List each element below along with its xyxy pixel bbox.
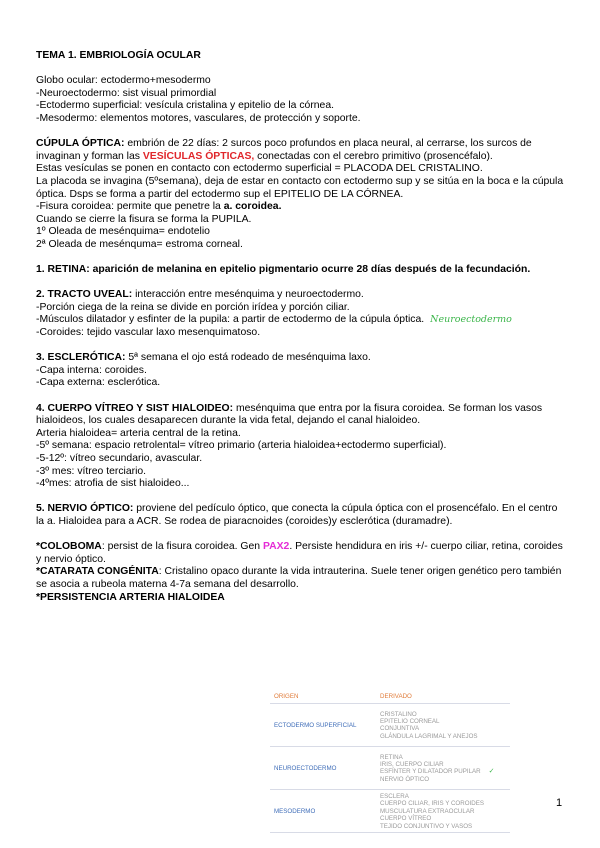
vitreo-line-2: -5º semana: espacio retrolental= vítreo primario (arteria hialoidea+ectodermo superficial). <box>36 440 447 452</box>
catarata-heading: *CATARATA CONGÉNITA <box>36 566 159 578</box>
cupula-heading: CÚPULA ÓPTICA: <box>36 138 125 150</box>
vitreo-line-1: Arteria hialoidea= arteria central de la retina. <box>36 427 241 439</box>
table-row <box>270 704 510 747</box>
derivado-item <box>380 768 506 775</box>
tracto-line-3: -Coroides: tejido vascular laxo mesenquimatoso. <box>36 327 261 339</box>
derivado-item: IRIS, CUERPO CILIAR <box>380 761 444 768</box>
coroidea-bold: a. coroidea. <box>223 201 282 213</box>
vitreo-line-4: -3º mes: vítreo terciario. <box>36 465 147 477</box>
cupula-text-end: conectadas con el cerebro primitivo (prosencéfalo). <box>254 150 493 162</box>
vitreo-text: mesénquima que entra por la fisura coroidea. Se forman los vasos hialoideos, los cuales desaparecen durante la vida fetal, dejando el canal hialoideo. <box>36 402 543 427</box>
derivado-cell <box>376 790 510 833</box>
tracto-text: interacción entre mesénquima y neuroectodermo. <box>132 289 364 301</box>
pax2-gene: PAX2 <box>262 541 290 553</box>
nervio-heading: 5. NERVIO ÓPTICO: <box>36 503 134 515</box>
document-body <box>36 50 566 604</box>
esclerotica-heading-line <box>36 352 566 365</box>
tracto-line-2 <box>36 314 566 327</box>
table-row <box>270 747 510 790</box>
nervio-paragraph <box>36 503 566 528</box>
derivado-item-text: ESFÍNTER Y DILATADOR PUPILAR <box>380 768 481 776</box>
cupula-line-6: 1º Oleada de mesénquima= endotelio <box>36 226 210 238</box>
handwritten-note: Neuroectodermo <box>430 314 512 326</box>
intro-line-4: -Mesodermo: elementos motores, vasculares, de protección y soporte. <box>36 112 361 124</box>
catarata-paragraph <box>36 566 566 591</box>
derivado-item: TEJIDO CONJUNTIVO Y VASOS <box>380 822 473 830</box>
table-header-row <box>270 690 510 704</box>
origen-cell: MESODERMO <box>270 790 376 833</box>
origen-cell: ECTODERMO SUPERFICIAL <box>270 704 376 747</box>
coloboma-text-b: . Persiste hendidura en iris +/- cuerpo ciliar, retina, coroides y nervio óptico. <box>36 541 563 565</box>
derivado-cell <box>376 704 510 747</box>
header-derivado: DERIVADO <box>376 690 510 704</box>
derivado-item: CONJUNTIVA <box>380 725 420 733</box>
esclerotica-line-2: -Capa externa: esclerótica. <box>36 377 161 389</box>
table-row <box>270 790 510 833</box>
coloboma-paragraph <box>36 541 566 566</box>
vitreo-heading-line <box>36 403 566 428</box>
cupula-text: embrión de 22 días: 2 surcos poco profundos en placa neural, al cerrarse, los surcos de invaginan y forman las <box>36 138 532 162</box>
derivado-item: ESCLERA <box>380 792 409 800</box>
cupula-line-7: 2ª Oleada de mesénquma= estroma corneal. <box>36 238 243 250</box>
header-origen: ORIGEN <box>270 690 376 704</box>
coloboma-heading: *COLOBOMA <box>36 541 102 553</box>
tracto-heading: 2. TRACTO UVEAL: <box>36 289 133 301</box>
esclerotica-line-1: -Capa interna: coroides. <box>36 364 147 376</box>
catarata-text: : Cristalino opaco durante la vida intrauterina. Suele tener origen genético pero también se asocia a rubeola materna 4-7a semana del desarrollo. <box>36 566 562 590</box>
cupula-paragraph <box>36 138 566 163</box>
nervio-text: proviene del pedículo óptico, que conecta la cúpula óptica con el prosencéfalo. En el centro la a. Hialoidea para a ACR. Se rodea de piaracnoides (coroides)y esclerótica (duramadre). <box>36 503 558 527</box>
retina-section: 1. RETINA: aparición de melanina en epitelio pigmentario ocurre 28 días después de la fecundación. <box>36 264 531 276</box>
persistencia-heading: *PERSISTENCIA ARTERIA HIALOIDEA <box>36 591 225 603</box>
vesiculas-highlight: VESÍCULAS ÓPTICAS, <box>142 150 255 162</box>
origen-cell: NEUROECTODERMO <box>270 747 376 790</box>
cupula-line-2: Estas vesículas se ponen en contacto con ectodermo superficial = PLACODA DEL CRISTALINO. <box>36 163 483 175</box>
vitreo-line-5: -4ºmes: atrofia de sist hialoideo... <box>36 478 190 490</box>
derivado-item: CRISTALINO <box>380 710 417 718</box>
musculos-text: -Músculos dilatador y esfinter de la pupila: a partir de ectodermo de la cúpula óptica. <box>36 314 425 326</box>
intro-line-3: -Ectodermo superficial: vesícula cristalina y epitelio de la córnea. <box>36 100 335 112</box>
vitreo-heading: 4. CUERPO VÍTREO Y SIST HIALOIDEO: <box>36 402 234 414</box>
derivado-item: CUERPO VÍTREO <box>380 815 432 823</box>
derivado-item: CUERPO CILIAR, IRIS Y COROIDES <box>380 800 484 808</box>
cupula-line-4 <box>36 201 566 214</box>
cupula-line-3: La placoda se invagina (5ºsemana), deja de estar en contacto con ectodermo sup y se sitúa en la boca e la cúpula óptica. Dsps se forma a partir del ectodermo sup el EPITELIO DE LA CÓRNEA. <box>36 175 564 200</box>
derivado-item: RETINA <box>380 753 403 761</box>
cupula-line-5: Cuando se cierre la fisura se forma la PUPILA. <box>36 213 252 225</box>
coloboma-text-a: : persist de la fisura coroidea. Gen <box>101 541 263 553</box>
derivado-item: MUSCULATURA EXTRAOCULAR <box>380 807 475 815</box>
tracto-line-1: -Porción ciega de la reina se divide en porción irídea y porción ciliar. <box>36 301 350 313</box>
tracto-heading-line <box>36 289 566 302</box>
doc-title: TEMA 1. EMBRIOLOGÍA OCULAR <box>36 50 201 61</box>
esclerotica-heading: 3. ESCLERÓTICA: <box>36 352 126 364</box>
page-number: 1 <box>556 797 563 809</box>
intro-line-2: -Neuroectodermo: sist visual primordial <box>36 87 217 99</box>
vitreo-line-3: -5-12º: vítreo secundario, avascular. <box>36 453 203 464</box>
derivado-cell <box>376 747 510 790</box>
fisura-text: -Fisura coroidea: permite que penetre la <box>36 201 224 213</box>
origin-derivative-table <box>270 690 510 833</box>
derivado-item: NERVIO ÓPTICO <box>380 775 430 783</box>
checkmark-icon: ✓ <box>488 768 495 776</box>
derivado-item: GLÁNDULA LAGRIMAL Y ANEJOS <box>380 732 478 740</box>
esclerotica-text: 5ª semana el ojo está rodeado de mesénquima laxo. <box>125 352 371 364</box>
derivado-item: EPITELIO CORNEAL <box>380 718 440 725</box>
intro-line-1: Globo ocular: ectodermo+mesodermo <box>36 75 211 87</box>
